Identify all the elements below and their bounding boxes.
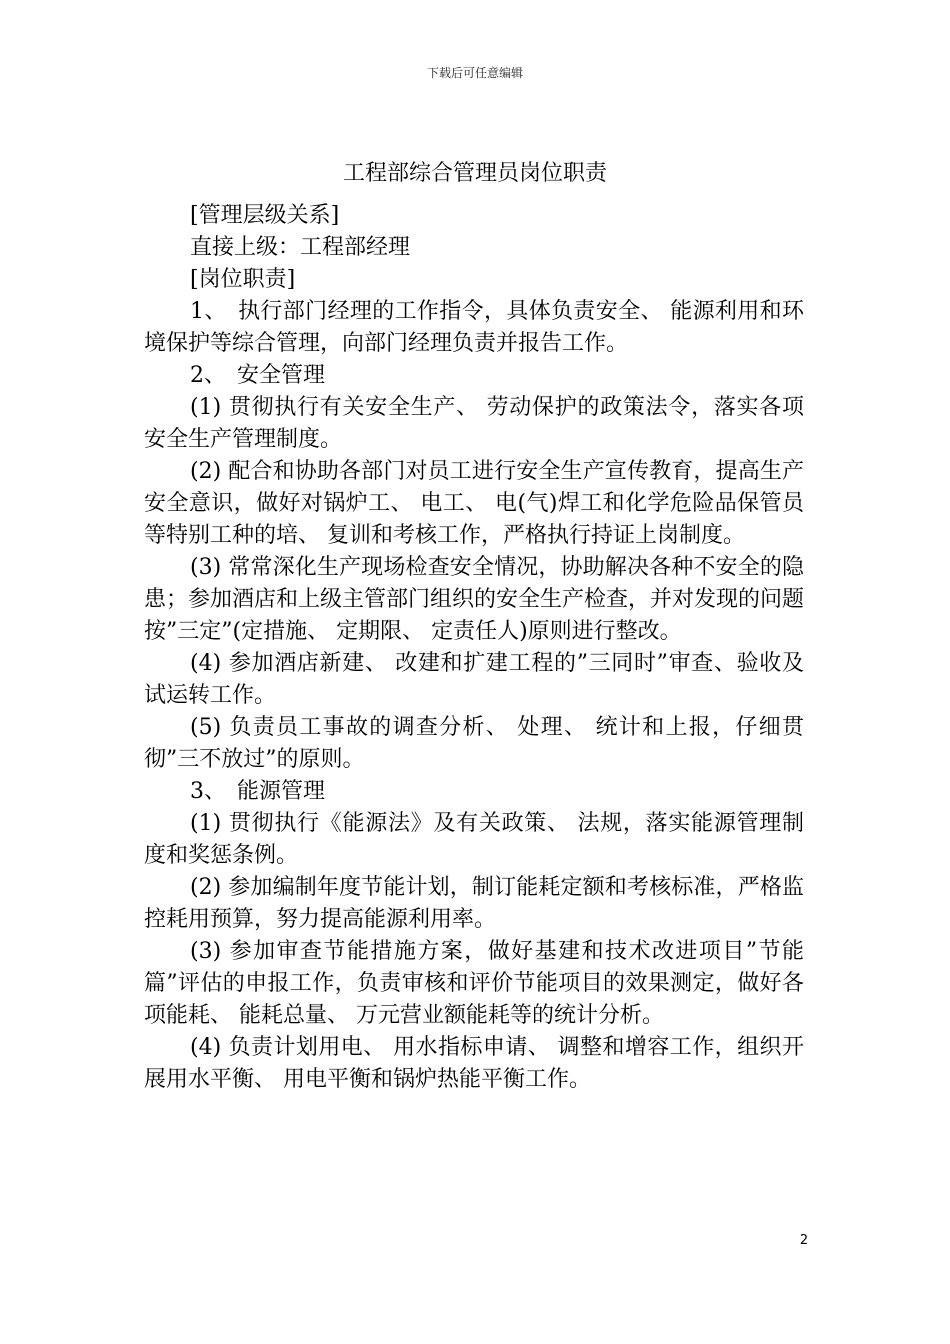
energy-clause-1: (1) 贯彻执行《能源法》及有关政策、 法规，落实能源管理制度和奖惩条例。 [144,811,804,868]
duty-item-1: 1、 执行部门经理的工作指令，具体负责安全、 能源利用和环境保护等综合管理，向部门经理负责并报告工作。 [144,299,804,356]
header-note: 下载后可任意编辑 [426,66,523,80]
page-number: 2 [799,1233,809,1248]
energy-clause-4: (4) 负责计划用电、 用水指标申请、 调整和增容工作，组织开展用水平衡、 用电平衡和锅炉热能平衡工作。 [144,1035,804,1092]
document-body [144,200,804,1096]
section-heading-hierarchy: [管理层级关系] [190,203,340,228]
safety-clause-2: (2) 配合和协助各部门对员工进行安全生产宣传教育，提高生产安全意识，做好对锅炉工、 电工、 电(气)焊工和化学危险品保管员等特别工种的培、 复训和考核工作，严格执行持证上岗制度。 [144,459,804,548]
energy-clause-2: (2) 参加编制年度节能计划，制订能耗定额和考核标准，严格监控耗用预算，努力提高能源利用率。 [144,875,804,932]
direct-superior: 直接上级：工程部经理 [190,235,411,260]
energy-clause-3: (3) 参加审查节能措施方案，做好基建和技术改进项目”节能篇”评估的申报工作，负责审核和评价节能项目的效果测定，做好各项能耗、 能耗总量、 万元营业额能耗等的统计分析。 [144,939,804,1028]
section-heading-duties: [岗位职责] [190,267,296,292]
duty-item-2-heading: 2、 安全管理 [190,363,325,388]
safety-clause-5: (5) 负责员工事故的调查分析、 处理、 统计和上报，仔细贯彻”三不放过”的原则。 [144,715,804,772]
safety-clause-1: (1) 贯彻执行有关安全生产、 劳动保护的政策法令，落实各项安全生产管理制度。 [144,395,804,452]
duty-item-3-heading: 3、 能源管理 [190,779,325,804]
document-title: 工程部综合管理员岗位职责 [342,161,607,186]
safety-clause-4: (4) 参加酒店新建、 改建和扩建工程的”三同时”审查、验收及试运转工作。 [144,651,804,708]
safety-clause-3: (3) 常常深化生产现场检查安全情况，协助解决各种不安全的隐患；参加酒店和上级主管部门组织的安全生产检查，并对发现的问题按”三定”(定措施、 定期限、 定责任人)原则进行整改。 [144,555,805,644]
